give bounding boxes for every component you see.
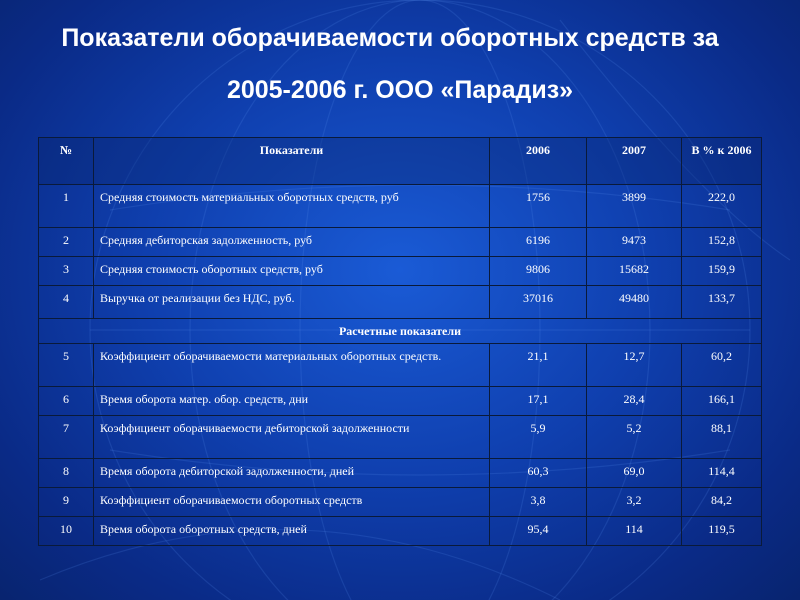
row-value-2007: 69,0 [587, 459, 682, 488]
row-percent: 84,2 [682, 488, 762, 517]
section-row [39, 319, 762, 344]
table-row [39, 387, 762, 416]
row-name: Время оборота матер. обор. средств, дни [94, 387, 490, 416]
header-indicators: Показатели [94, 138, 490, 185]
row-percent: 222,0 [682, 185, 762, 228]
row-value-2006: 3,8 [490, 488, 587, 517]
table-row [39, 344, 762, 387]
row-number: 10 [39, 517, 94, 546]
row-value-2006: 95,4 [490, 517, 587, 546]
row-number: 9 [39, 488, 94, 517]
row-value-2006: 37016 [490, 286, 587, 319]
row-name: Время оборота оборотных средств, дней [94, 517, 490, 546]
row-name: Коэффициент оборачиваемости материальных оборотных средств. [94, 344, 490, 387]
row-value-2006: 5,9 [490, 416, 587, 459]
row-number: 6 [39, 387, 94, 416]
header-2006: 2006 [490, 138, 587, 185]
row-value-2007: 15682 [587, 257, 682, 286]
row-value-2007: 3899 [587, 185, 682, 228]
header-percent: В % к 2006 [682, 138, 762, 185]
table-row [39, 459, 762, 488]
section-label: Расчетные показатели [39, 319, 762, 344]
row-number: 5 [39, 344, 94, 387]
table-row [39, 257, 762, 286]
page-title-line-1: Показатели оборачиваемости оборотных средств за [61, 24, 719, 52]
row-name: Коэффициент оборачиваемости оборотных средств [94, 488, 490, 517]
table-row [39, 185, 762, 228]
row-value-2006: 60,3 [490, 459, 587, 488]
row-value-2006: 21,1 [490, 344, 587, 387]
table-row [39, 517, 762, 546]
row-value-2007: 5,2 [587, 416, 682, 459]
row-value-2007: 49480 [587, 286, 682, 319]
row-name: Средняя стоимость оборотных средств, руб [94, 257, 490, 286]
row-value-2007: 28,4 [587, 387, 682, 416]
row-value-2006: 6196 [490, 228, 587, 257]
row-percent: 133,7 [682, 286, 762, 319]
row-number: 1 [39, 185, 94, 228]
row-percent: 152,8 [682, 228, 762, 257]
page-title-line-2: 2005-2006 г. ООО «Парадиз» [226, 76, 574, 104]
table-row [39, 488, 762, 517]
row-percent: 166,1 [682, 387, 762, 416]
row-value-2006: 9806 [490, 257, 587, 286]
table-header-row [39, 138, 762, 185]
row-number: 2 [39, 228, 94, 257]
turnover-table [38, 137, 762, 546]
row-number: 8 [39, 459, 94, 488]
row-percent: 88,1 [682, 416, 762, 459]
row-number: 3 [39, 257, 94, 286]
row-percent: 60,2 [682, 344, 762, 387]
row-value-2007: 3,2 [587, 488, 682, 517]
row-number: 4 [39, 286, 94, 319]
row-percent: 119,5 [682, 517, 762, 546]
row-name: Время оборота дебиторской задолженности, дней [94, 459, 490, 488]
row-number: 7 [39, 416, 94, 459]
table-row [39, 228, 762, 257]
row-value-2007: 12,7 [587, 344, 682, 387]
row-name: Средняя стоимость материальных оборотных средств, руб [94, 185, 490, 228]
table-row [39, 416, 762, 459]
row-value-2006: 1756 [490, 185, 587, 228]
header-2007: 2007 [587, 138, 682, 185]
header-number: № [39, 138, 94, 185]
row-value-2007: 114 [587, 517, 682, 546]
row-value-2007: 9473 [587, 228, 682, 257]
row-name: Выручка от реализации без НДС, руб. [94, 286, 490, 319]
table-row [39, 286, 762, 319]
row-percent: 114,4 [682, 459, 762, 488]
row-value-2006: 17,1 [490, 387, 587, 416]
row-percent: 159,9 [682, 257, 762, 286]
row-name: Средняя дебиторская задолженность, руб [94, 228, 490, 257]
row-name: Коэффициент оборачиваемости дебиторской задолженности [94, 416, 490, 459]
